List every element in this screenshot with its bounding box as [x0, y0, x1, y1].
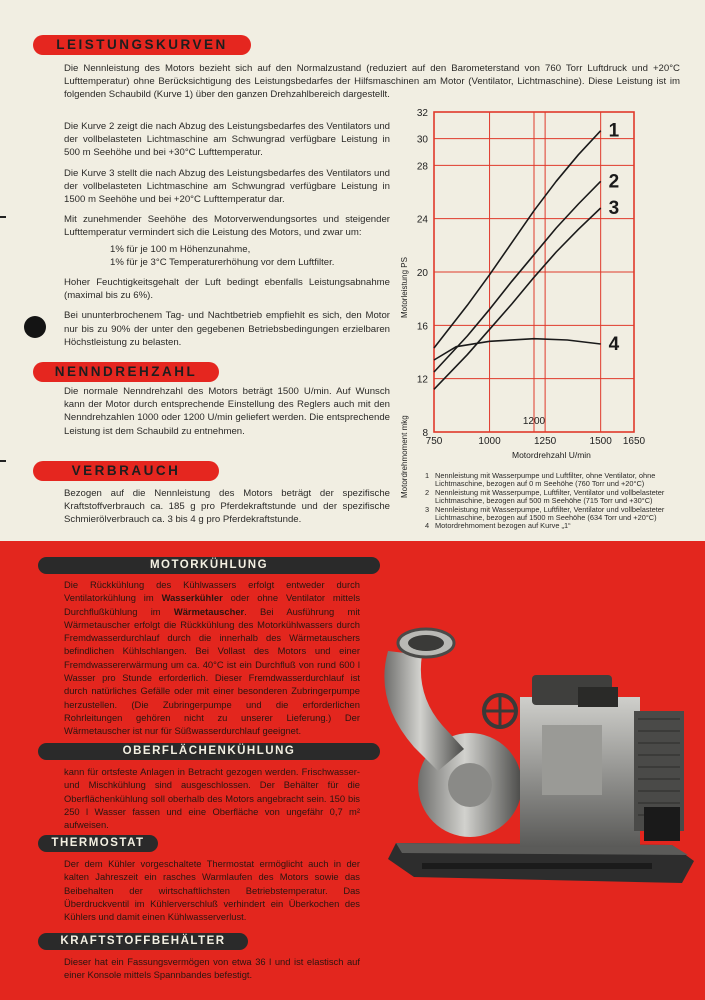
curve-label-3: 3	[608, 198, 620, 219]
y-axis-ticks	[417, 108, 429, 439]
curve-1	[434, 131, 601, 348]
y-tick-label: 28	[416, 161, 428, 173]
x-tick-label: 1250	[533, 436, 557, 447]
chart-grid	[434, 112, 634, 432]
section-title-leistungskurven: LEISTUNGSKURVEN	[33, 35, 251, 55]
y-tick-label: 30	[416, 134, 428, 146]
motorkuehlung-text: Die Rückkühlung des Kühlwassers erfolgt entweder durch Ventilatorkühlung im Wasserkühler oder ohne Ventilator mittels Durchflußkühlung im Wärmetauscher. Bei Ausführung mit Wärmetauscher erfolgt die Rückkühlung des Motorkühlwassers durch Fremdwasserdurchlauf durch die innerhalb des Wärmetauschers befindlichen Kühlschlangen. Bei Vollast des Motors und einer Fremdwassererwärmung um ca. 40°C ist ein Durchfluß von rund 600 l Wasser pro Stunde erforderlich. Dieser Fremdwasserdurchlauf ist durch natürliches Gefälle oder mit einer besonderen Zubringerpumpe herzustellen. (Die Zubringerpumpe und die erforderlichen Rohrleitungen gehören nicht zu unserer Lieferung.) Der Wärmetauscher ist nur für Süßwasserdurchlauf geeignet.	[64, 579, 361, 737]
oberflaeche-text: kann für ortsfeste Anlagen in Betracht gezogen werden. Frischwasser- und Mischkühlung sind ausgeschlossen. Der Behälter für die Oberflächenkühlung soll oberhalb des Motors angebracht sein. 150 bis 250 l Wasser fassen und eine Oberfläche von ungefähr 0,7 m² aufweisen.	[64, 766, 360, 831]
curve-label-4: 4	[608, 334, 620, 355]
y-axis-label-power: Motorleistung PS	[400, 257, 409, 318]
chart-legend	[425, 472, 687, 531]
legend-item: 2 Nennleistung mit Wasserpumpe, Luftfilter, Ventilator und vollbelasteter Lichtmaschine, bezogen auf 500 m Seehöhe (715 Torr und +30°C)	[425, 487, 665, 506]
section-title-thermostat: THERMOSTAT	[38, 835, 158, 852]
y-tick-label: 8	[422, 428, 428, 439]
paragraph: Hoher Feuchtigkeitsgehalt der Luft bedingt ebenfalls Leistungsabnahme (maximal bis zu 6%).	[64, 277, 390, 302]
curve-4	[434, 339, 601, 360]
x-tick-label: 1000	[478, 436, 501, 447]
list-item: 1% für je 100 m Höhenzunahme,	[110, 243, 251, 255]
y-tick-label: 16	[416, 321, 428, 333]
paragraph: Mit zunehmender Seehöhe des Motorverwendungsortes und steigender Lufttemperatur vermindert sich die Leistung des Motors, und zwar um:	[64, 214, 390, 239]
leistung-body	[64, 120, 390, 356]
section-title-verbrauch: VERBRAUCH	[33, 461, 219, 481]
section-title-kraftstoffbehaelter: KRAFTSTOFFBEHÄLTER	[38, 933, 248, 950]
edge-mark	[0, 460, 6, 462]
curve-label-1: 1	[608, 120, 620, 142]
y-tick-label: 20	[416, 268, 428, 279]
binder-hole	[24, 316, 46, 338]
paragraph: Die Kurve 2 zeigt die nach Abzug des Leistungsbedarfes des Ventilators und der vollbelasteten Lichtmaschine am Schwungrad verfügbare Leistung in 500 m Seehöhe und bei +30°C Lufttemperatur.	[64, 121, 390, 159]
y-tick-label: 32	[416, 108, 428, 119]
verbrauch-text: Bezogen auf die Nennleistung des Motors beträgt der spezifische Kraftstoffverbrauch ca. 185 g pro Pferdekraftstunde und der spezifische Schmierölverbrauch ca. 3 bis 4 g pro Pferdekraftstunde.	[64, 488, 390, 526]
list-item: 1% für je 3°C Temperaturerhöhung vor dem Luftfilter.	[110, 256, 335, 268]
x-tick-label: 750	[425, 436, 443, 447]
x-axis-label: Motordrehzahl U/min	[512, 450, 591, 460]
paragraph: Die Kurve 3 stellt die nach Abzug des Leistungsbedarfes des Ventilators und der vollbelasteten Lichtmaschine am Schwungrad verfügbare Leistung in 1500 m Seehöhe und bei +20°C Lufttemperatur dar.	[64, 167, 390, 206]
curve-label-2: 2	[608, 171, 620, 193]
chart-curves	[434, 121, 620, 390]
x-tick-label: 1650	[622, 436, 646, 447]
legend-item: 4 Motordrehmoment bezogen auf Kurve „1“	[425, 521, 571, 531]
curve-2	[434, 181, 601, 372]
y-axis-label-torque: Motordrehmoment mkg	[400, 415, 409, 498]
section-title-oberflaechenkuehlung: OBERFLÄCHENKÜHLUNG	[38, 743, 380, 760]
motor-pump-photo	[382, 615, 700, 900]
x-tick-label-1200: 1200	[522, 416, 546, 427]
section-title-nenndrehzahl: NENNDREHZAHL	[33, 362, 219, 382]
x-tick-label: 1500	[589, 436, 612, 447]
edge-mark	[0, 216, 6, 218]
y-tick-label: 24	[416, 214, 428, 226]
kraftstoff-text: Dieser hat ein Fassungsvermögen von etwa 36 l und ist elastisch auf einer Konsole mittels Spannbandes befestigt.	[64, 956, 360, 981]
paragraph: Bei ununterbrochenem Tag- und Nachtbetrieb empfiehlt es sich, den Motor nur bis zu 90% der unter den gegebenen Betriebsbedingungen erzielbaren Höchstleistung zu belasten.	[64, 310, 390, 348]
legend-item: 3 Nennleistung mit Wasserpumpe, Luftfilter, Ventilator und vollbelasteter Lichtmaschine, bezogen auf 1500 m Seehöhe (634 Torr und +20°C)	[425, 504, 665, 523]
legend-item: 1 Nennleistung mit Wasserpumpe und Luftfilter, ohne Ventilator, ohne Lichtmaschine, bezogen auf 0 m Seehöhe (760 Torr und +20°C)	[425, 471, 656, 489]
intro-text: Die Nennleistung des Motors bezieht sich auf den Normalzustand (reduziert auf den Barometerstand von 760 Torr Luftdruck und +20°C Lufttemperatur) ohne Berücksichtigung des Leistungsbedarfes der Hilfsmaschinen am Motor (Ventilator, Lichtmaschine). Diese Leistung ist im folgenden Schaubild (Kurve 1) über den ganzen Drehzahlbereich dargestellt.	[64, 63, 680, 101]
thermostat-text: Der dem Kühler vorgeschaltete Thermostat ermöglicht auch in der kalten Jahreszeit ein rasches Warmlaufen des Motors sowie das Beibehalten der wirtschaftlichsten Betriebstemperatur. Das Überdruckventil im Kühlerverschluß verhindert ein Überkochen des Kühlers und damit einen Kühlwasserverlust.	[64, 858, 360, 923]
y-tick-label: 12	[416, 374, 428, 386]
section-title-motorkuehlung: MOTORKÜHLUNG	[38, 557, 380, 574]
nenndrehzahl-text: Die normale Nenndrehzahl des Motors beträgt 1500 U/min. Auf Wunsch kann der Motor durch entsprechende Einstellung des Reglers auch mit den Nenndrehzahlen 1000 oder 1200 U/min geliefert werden. Die entsprechende Leistung ist dem Schaubild zu entnehmen.	[64, 386, 390, 437]
